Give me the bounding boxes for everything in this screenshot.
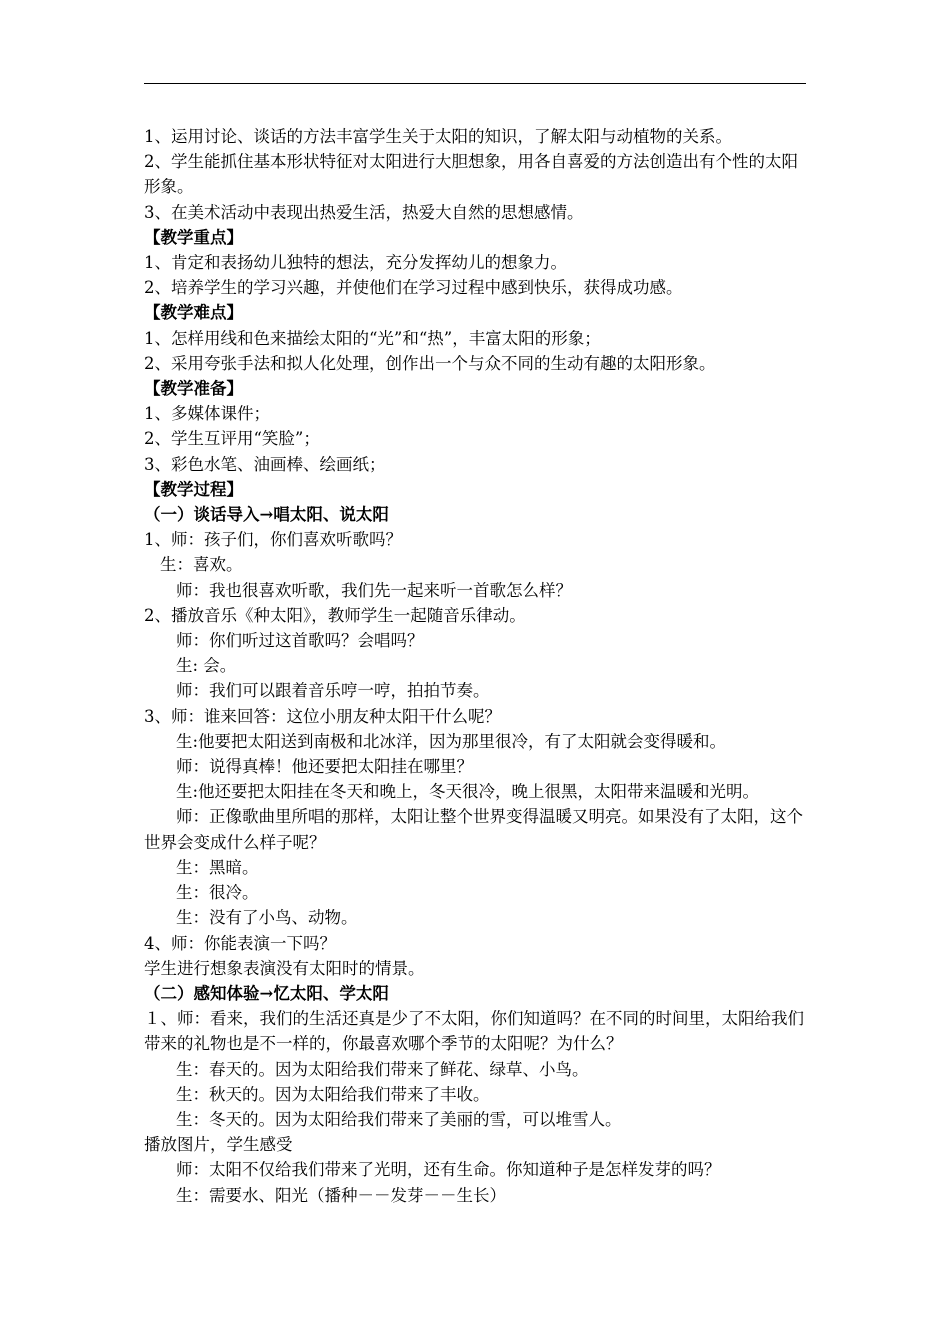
heading-process: 【教学过程】 <box>144 479 243 499</box>
prep-1: 1、多媒体课件； <box>144 404 270 424</box>
goal-3: 3、在美术活动中表现出热爱生活，热爱大自然的思想感情。 <box>144 202 584 222</box>
difficulty-1: 1、怎样用线和色来描绘太阳的“光”和“热”，丰富太阳的形象； <box>144 328 601 348</box>
dialogue-line: 2、播放音乐《种太阳》，教师学生一起随音乐律动。 <box>144 605 526 625</box>
document-body <box>144 124 808 1208</box>
dialogue-line: 师：太阳不仅给我们带来了光明，还有生命。你知道种子是怎样发芽的吗？ <box>176 1160 721 1180</box>
dialogue-line: 生:他要把太阳送到南极和北冰洋，因为那里很冷，有了太阳就会变得暖和。 <box>176 731 727 751</box>
key-point-1: 1、肯定和表扬幼儿独特的想法，充分发挥幼儿的想象力。 <box>144 253 567 273</box>
dialogue-line: 生：冬天的。因为太阳给我们带来了美丽的雪，可以堆雪人。 <box>176 1109 622 1129</box>
goal-2: 2、学生能抓住基本形状特征对太阳进行大胆想象，用各自喜爱的方法创造出有个性的太阳形象。 <box>144 152 798 197</box>
dialogue-line: 生: 会。 <box>176 656 237 676</box>
dialogue-line: 师：正像歌曲里所唱的那样，太阳让整个世界变得温暖又明亮。如果没有了太阳，这个世界会变成什么样子呢？ <box>144 807 803 852</box>
dialogue-line: 生：黑暗。 <box>176 857 259 877</box>
dialogue-line: 4、师：你能表演一下吗？ <box>144 933 336 953</box>
prep-3: 3、彩色水笔、油画棒、绘画纸； <box>144 454 386 474</box>
dialogue-line: 师：说得真棒！他还要把太阳挂在哪里？ <box>176 757 473 777</box>
heading-key-points: 【教学重点】 <box>144 227 243 247</box>
heading-preparation: 【教学准备】 <box>144 379 243 399</box>
dialogue-line: 学生进行想象表演没有太阳时的情景。 <box>144 958 425 978</box>
difficulty-2: 2、采用夸张手法和拟人化处理，创作出一个与众不同的生动有趣的太阳形象。 <box>144 353 716 373</box>
dialogue-line: 播放图片，学生感受 <box>144 1135 293 1155</box>
key-point-2: 2、培养学生的学习兴趣，并使他们在学习过程中感到快乐，获得成功感。 <box>144 278 683 298</box>
dialogue-line: 师：你们听过这首歌吗？会唱吗？ <box>176 631 424 651</box>
dialogue-line: 3、师：谁来回答：这位小朋友种太阳干什么呢？ <box>144 706 501 726</box>
dialogue-line: 师：我们可以跟着音乐哼一哼，拍拍节奏。 <box>176 681 490 701</box>
part1-title: （一）谈话导入→唱太阳、说太阳 <box>144 505 389 525</box>
dialogue-line: 生：春天的。因为太阳给我们带来了鲜花、绿草、小鸟。 <box>176 1059 589 1079</box>
dialogue-line: 生：很冷。 <box>176 883 259 903</box>
dialogue-line: 师：我也很喜欢听歌，我们先一起来听一首歌怎么样？ <box>176 580 572 600</box>
dialogue-line: 1、师：孩子们，你们喜欢听歌吗？ <box>144 530 402 550</box>
dialogue-line: 生：没有了小鸟、动物。 <box>176 908 358 928</box>
dialogue-line: １、师：看来，我们的生活还真是少了不太阳，你们知道吗？在不同的时间里，太阳给我们带来的礼物也是不一样的，你最喜欢哪个季节的太阳呢？为什么？ <box>144 1009 804 1054</box>
dialogue-line: 生：喜欢。 <box>160 555 243 575</box>
header-rule <box>144 83 806 84</box>
part2-title: （二）感知体验→忆太阳、学太阳 <box>144 983 389 1003</box>
dialogue-line: 生：秋天的。因为太阳给我们带来了丰收。 <box>176 1084 490 1104</box>
heading-difficulties: 【教学难点】 <box>144 303 243 323</box>
goal-1: 1、运用讨论、谈话的方法丰富学生关于太阳的知识，了解太阳与动植物的关系。 <box>144 127 732 146</box>
prep-2: 2、学生互评用“笑脸”； <box>144 429 320 449</box>
dialogue-line: 生：需要水、阳光（播种－－发芽－－生长） <box>176 1185 506 1205</box>
dialogue-line: 生:他还要把太阳挂在冬天和晚上，冬天很冷，晚上很黑，太阳带来温暖和光明。 <box>176 782 760 802</box>
